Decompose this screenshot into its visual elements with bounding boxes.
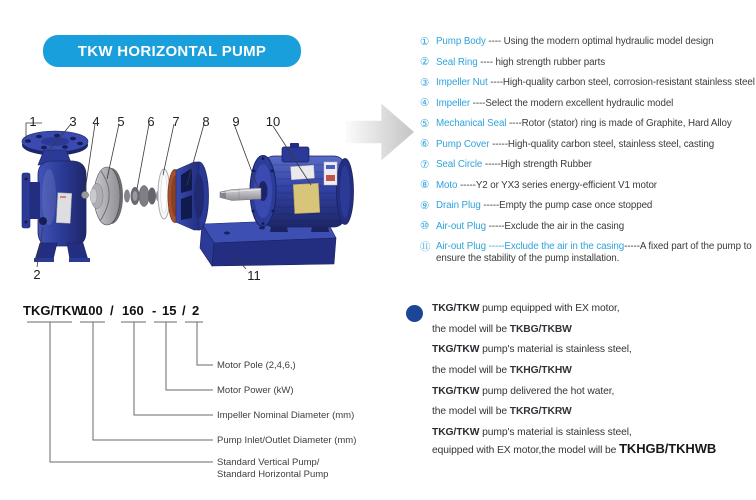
note-text: the model will be — [432, 406, 510, 418]
list-item — [420, 139, 756, 151]
model-code-series: TKG/TKW — [23, 303, 84, 318]
model-code-pole: 2 — [192, 303, 200, 318]
label-inlet-outlet-diameter: Pump Inlet/Outlet Diameter (mm) — [217, 435, 357, 446]
part-name: Impeller Nut — [436, 77, 488, 88]
circled-number: ⑤ — [420, 117, 430, 130]
model-code-impeller: 160 — [122, 303, 144, 318]
note-line — [432, 427, 754, 440]
model-code-breakdown — [15, 290, 360, 495]
note-series: TKG/TKW — [432, 427, 480, 439]
part-description: -----Empty the pump case once stopped — [480, 200, 653, 211]
part-name: Seal Circle — [436, 159, 483, 170]
note-model-code: TKBG/TKBW — [509, 323, 572, 335]
part-name: Moto — [436, 179, 458, 191]
part-number-label: 6 — [147, 114, 155, 129]
circled-number: ② — [420, 56, 430, 68]
model-code-power: 15 — [162, 303, 177, 318]
part-number-label: 3 — [69, 114, 77, 129]
part-name: Pump Cover — [436, 138, 490, 150]
part-description: -----Exclude the air in the casing — [486, 220, 625, 232]
note-line — [432, 440, 754, 458]
part-name: Pump Body — [436, 36, 486, 47]
list-item — [420, 180, 756, 192]
part-description: -----A fixed part of the pump to ensure the stability of the pump installation. — [436, 241, 752, 264]
label-standard-horizontal: Standard Horizontal Pump — [217, 469, 329, 480]
circled-number: ⑧ — [420, 179, 430, 191]
model-variant-notes — [432, 303, 754, 465]
part-description: -----High strength Rubber — [482, 159, 592, 170]
circled-number: ⑪ — [420, 240, 431, 253]
title-banner — [43, 35, 301, 67]
part-name: Impeller — [436, 97, 471, 109]
model-code — [23, 303, 199, 318]
part-description: -----High-quality carbon steel, stainless steel, casting — [489, 138, 715, 150]
circled-number: ⑨ — [420, 199, 430, 212]
list-item — [420, 57, 756, 69]
part-number-label: 4 — [92, 114, 100, 129]
list-item — [420, 77, 756, 89]
circled-number: ⑩ — [420, 220, 430, 232]
part-name: Mechanical Seal — [436, 118, 507, 129]
label-impeller-diameter: Impeller Nominal Diameter (mm) — [217, 410, 355, 421]
note-line — [432, 324, 754, 337]
part-name: Air-out Plug — [436, 220, 486, 232]
note-text: pump equipped with EX motor, — [479, 303, 620, 314]
part-number-label: 9 — [232, 114, 240, 129]
model-code-sep: / — [182, 303, 186, 318]
mechanical-seal-parts — [124, 186, 161, 207]
model-connector-lines — [27, 322, 213, 462]
list-item — [420, 221, 756, 233]
parts-description-list — [420, 36, 756, 274]
part-number-label: 8 — [202, 114, 210, 129]
note-text: pump's material is stainless steel, — [479, 344, 632, 356]
label-standard-vertical: Standard Vertical Pump/ — [217, 457, 320, 468]
circled-number: ⑥ — [420, 138, 430, 150]
note-text: the model will be — [432, 365, 510, 377]
note-series: TKG/TKW — [432, 344, 480, 356]
label-motor-power: Motor Power (kW) — [217, 385, 294, 396]
note-text: equipped with EX motor,the model will be — [432, 444, 620, 456]
motor — [220, 143, 354, 232]
bullet-dot-icon — [406, 305, 423, 322]
note-series: TKG/TKW — [432, 385, 480, 397]
part-number-label: 10 — [265, 114, 281, 129]
note-text: the model will be — [432, 323, 510, 335]
note-line — [432, 406, 754, 419]
circled-number: ④ — [420, 97, 430, 109]
note-model-code-large: TKHGB/TKHWB — [619, 440, 717, 456]
label-motor-pole: Motor Pole (2,4,6,) — [217, 360, 296, 371]
list-item — [420, 36, 756, 48]
note-text: pump delivered the hot water, — [479, 385, 615, 397]
note-model-code: TKRG/TKRW — [509, 406, 572, 418]
part-description: -----Y2 or YX3 series energy-efficient V1 motor — [457, 179, 657, 191]
circled-number: ⑦ — [420, 158, 430, 171]
part-description: ----High-quality carbon steel, corrosion-resistant stainless steel — [487, 77, 755, 88]
part-number-label: 1 — [29, 114, 37, 129]
list-item — [420, 200, 756, 212]
pump-exploded-diagram — [15, 105, 360, 297]
part-name: Drain Plug — [436, 200, 481, 211]
part-description: ---- Using the modern optimal hydraulic model design — [485, 36, 714, 47]
note-model-code: TKHG/TKHW — [509, 365, 572, 377]
note-line — [432, 365, 754, 378]
part-name: Seal Ring — [436, 56, 478, 68]
part-number-label: 5 — [117, 114, 125, 129]
part-description: ---- high strength rubber parts — [477, 56, 606, 68]
note-line — [432, 344, 754, 357]
list-item — [420, 159, 756, 171]
note-line — [432, 386, 754, 399]
model-code-inlet: 100 — [81, 303, 103, 318]
list-item — [420, 241, 756, 265]
model-code-sep: - — [152, 303, 157, 318]
part-number-label: 2 — [33, 267, 41, 282]
pump-cover — [168, 162, 209, 230]
model-code-sep: / — [110, 303, 114, 318]
model-field-labels — [217, 360, 356, 480]
part-description: ----Rotor (stator) ring is made of Graphite, Hard Alloy — [506, 118, 732, 129]
note-text: pump's material is stainless steel, — [479, 427, 632, 439]
circled-number: ① — [420, 35, 430, 48]
list-item — [420, 118, 756, 130]
note-series: TKG/TKW — [432, 303, 480, 314]
part-description: ----Select the modern excellent hydraulic model — [470, 97, 674, 109]
circled-number: ③ — [420, 76, 430, 89]
part-number-label: 11 — [247, 268, 261, 283]
page-title: TKW HORIZONTAL PUMP — [77, 42, 267, 60]
pump-body — [22, 131, 90, 262]
part-number-label: 7 — [172, 114, 180, 129]
list-item — [420, 98, 756, 110]
part-name: Air-out Plug -----Exclude the air in the casing — [436, 241, 625, 252]
note-line — [432, 303, 754, 316]
